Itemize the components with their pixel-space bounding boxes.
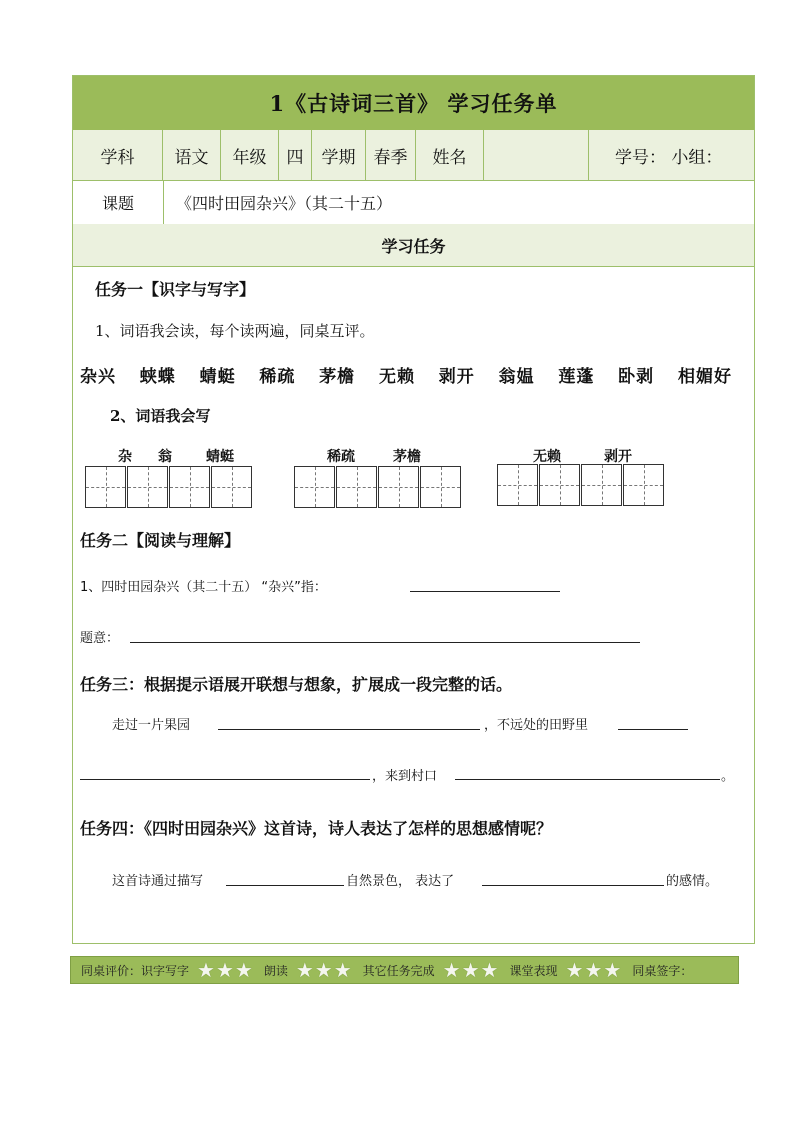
star-icon[interactable]: ★ xyxy=(584,958,603,982)
vocab-word: 蜻蜓 xyxy=(199,367,236,387)
star-icon[interactable]: ★ xyxy=(314,958,333,982)
writing-grid-cell[interactable] xyxy=(169,466,210,508)
star-rating[interactable] xyxy=(443,960,500,980)
signature-label: 同桌签字： xyxy=(632,963,693,978)
grid-label: 无赖 xyxy=(533,449,561,465)
star-icon[interactable]: ★ xyxy=(603,958,622,982)
name-field[interactable] xyxy=(484,130,589,180)
vocab-word: 无赖 xyxy=(378,367,415,387)
vocab-word: 稀疏 xyxy=(259,367,296,387)
writing-grid-cell[interactable] xyxy=(581,464,622,506)
worksheet xyxy=(72,75,755,944)
reading-label: 朗读 xyxy=(263,963,288,978)
name-label: 姓名 xyxy=(416,130,484,180)
student-id-group: 学号： 小组： xyxy=(615,147,723,168)
grid-label: 蜻蜓 xyxy=(206,449,234,465)
info-row xyxy=(73,130,754,181)
writing-grid-cell[interactable] xyxy=(378,466,419,508)
vocab-word: 卧剥 xyxy=(618,367,655,387)
theme-answer-line[interactable] xyxy=(130,642,640,643)
vocab-word: 茅檐 xyxy=(319,367,356,387)
star-rating[interactable] xyxy=(296,960,353,980)
vocab-word: 莲蓬 xyxy=(558,367,595,387)
scenery-answer-line[interactable] xyxy=(226,885,344,886)
star-icon[interactable]: ★ xyxy=(215,958,234,982)
grid-label: 剥开 xyxy=(604,449,632,465)
meaning-answer-line[interactable] xyxy=(410,591,560,592)
vocab-word: 剥开 xyxy=(438,367,475,387)
topic-value: 《四时田园杂兴》（其二十五） xyxy=(176,193,393,213)
topic-label: 课题 xyxy=(73,180,164,224)
vocab-word: 杂兴 xyxy=(80,367,116,387)
feeling-answer-line[interactable] xyxy=(482,885,664,886)
star-rating[interactable] xyxy=(197,960,254,980)
task1-item1: 1、词语我会读，每个读两遍，同桌互评。 xyxy=(95,322,375,340)
writing-grid-cell[interactable] xyxy=(127,466,168,508)
field-answer-line[interactable] xyxy=(618,729,688,730)
task1-item2: 2、词语我会写 xyxy=(110,407,211,425)
writing-grid-cell[interactable] xyxy=(85,466,126,508)
task3-line2-end: 。 xyxy=(721,769,735,784)
star-icon[interactable]: ★ xyxy=(333,958,352,982)
task4-prompt-a: 这首诗通过描写 xyxy=(112,874,204,889)
term-label: 学期 xyxy=(312,130,366,180)
subject-label: 学科 xyxy=(73,130,163,180)
task2-item1: 1、四时田园杂兴（其二十五） “杂兴”指： xyxy=(80,580,327,595)
grade-label: 年级 xyxy=(221,130,279,180)
writing-grid-cell[interactable] xyxy=(539,464,580,506)
task4-heading: 任务四：《四时田园杂兴》这首诗，诗人表达了怎样的思想感情呢？ xyxy=(80,819,553,838)
grade-value: 四 xyxy=(279,130,312,180)
village-answer-line[interactable] xyxy=(455,779,720,780)
peer-evaluation-bar xyxy=(70,956,739,984)
star-icon[interactable]: ★ xyxy=(480,958,499,982)
grid-label: 翁 xyxy=(158,449,172,465)
orchard-answer-line[interactable] xyxy=(218,729,480,730)
task3-heading: 任务三：根据提示语展开联想与想象，扩展成一段完整的话。 xyxy=(80,675,513,694)
task3-line2-prompt: ，来到村口 xyxy=(372,769,438,784)
star-icon[interactable]: ★ xyxy=(565,958,584,982)
task4-prompt-c: 的感情。 xyxy=(666,874,719,889)
writing-grid-cell[interactable] xyxy=(420,466,461,508)
worksheet-title: 1《古诗词三首》 学习任务单 xyxy=(73,76,754,131)
vocab-word: 翁媪 xyxy=(498,367,535,387)
writing-grid-cell[interactable] xyxy=(497,464,538,506)
tasks-header: 学习任务 xyxy=(73,224,754,267)
grid-label: 茅檐 xyxy=(393,449,421,465)
theme-label: 题意： xyxy=(80,631,120,646)
peer-eval-label: 同桌评价：识字写字 xyxy=(81,963,190,978)
star-icon[interactable]: ★ xyxy=(197,958,215,982)
task3-line1-prompt: 走过一片果园 xyxy=(112,718,191,733)
writing-grid-cell[interactable] xyxy=(336,466,377,508)
star-icon[interactable]: ★ xyxy=(442,958,461,982)
vocab-word: 蛱蝶 xyxy=(139,367,176,387)
other-tasks-label: 其它任务完成 xyxy=(362,963,435,978)
star-icon[interactable]: ★ xyxy=(295,958,314,982)
vocab-word: 相媚好 xyxy=(677,367,732,387)
task3-line1-prompt2: ，不远处的田野里 xyxy=(484,718,589,733)
term-value: 春季 xyxy=(366,130,416,180)
topic-row xyxy=(73,180,754,225)
field-answer-line-2[interactable] xyxy=(80,779,370,780)
writing-grid-cell[interactable] xyxy=(623,464,664,506)
class-performance-label: 课堂表现 xyxy=(509,963,558,978)
task4-prompt-b: 自然景色， 表达了 xyxy=(346,874,455,889)
task1-heading: 任务一【识字与写字】 xyxy=(95,280,256,299)
grid-label: 稀疏 xyxy=(327,449,355,465)
subject-value: 语文 xyxy=(163,130,221,180)
task2-heading: 任务二【阅读与理解】 xyxy=(80,531,241,550)
grid-label: 杂 xyxy=(118,449,132,465)
vocabulary-row xyxy=(80,362,732,387)
star-rating[interactable] xyxy=(566,960,623,980)
writing-grid-cell[interactable] xyxy=(294,466,335,508)
writing-grid-cell[interactable] xyxy=(211,466,252,508)
star-icon[interactable]: ★ xyxy=(234,958,253,982)
star-icon[interactable]: ★ xyxy=(461,958,480,982)
